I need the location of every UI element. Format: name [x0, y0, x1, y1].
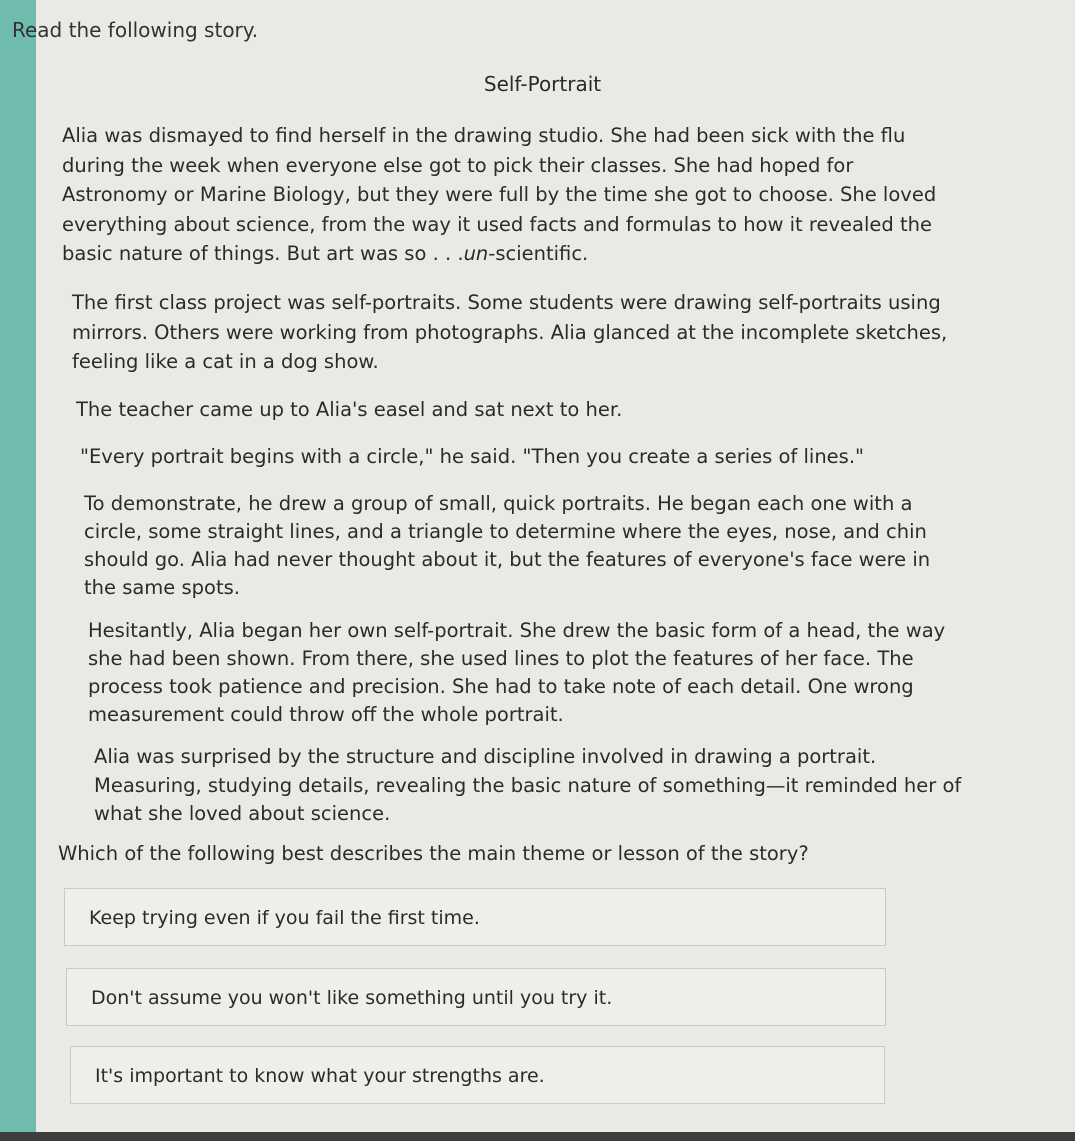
answer-option-2[interactable]	[66, 968, 886, 1026]
paragraph-line: circle, some straight lines, and a triangle to determine where the eyes, nose, and chin	[84, 520, 927, 543]
story-paragraph-4	[80, 442, 864, 471]
paragraph-line: The teacher came up to Alia's easel and sat next to her.	[76, 398, 623, 421]
story-paragraph-5	[84, 490, 930, 602]
bottom-bezel	[0, 1132, 1075, 1141]
story-paragraph-7	[94, 743, 961, 829]
paragraph-line: what she loved about science.	[94, 802, 391, 825]
paragraph-line: process took patience and precision. She had to take note of each detail. One wrong	[88, 675, 914, 698]
story-paragraph-2	[72, 288, 947, 377]
paragraph-line: Alia was dismayed to find herself in the drawing studio. She had been sick with the flu	[62, 124, 906, 147]
answer-option-label: Don't assume you won't like something until you try it.	[91, 987, 613, 1009]
paragraph-line: "Every portrait begins with a circle," he said. "Then you create a series of lines."	[80, 445, 864, 468]
emphasis-text: un	[463, 242, 489, 265]
answer-option-3[interactable]	[70, 1046, 885, 1104]
story-paragraph-1	[62, 121, 936, 269]
paragraph-line: feeling like a cat in a dog show.	[72, 350, 379, 373]
paragraph-line: Alia was surprised by the structure and discipline involved in drawing a portrait.	[94, 745, 877, 768]
story-title: Self-Portrait	[483, 72, 602, 96]
story-paragraph-6	[88, 617, 945, 729]
paragraph-line: the same spots.	[84, 576, 240, 599]
paragraph-line: she had been shown. From there, she used lines to plot the features of her face. The	[88, 647, 914, 670]
line-text: -scientific.	[488, 242, 589, 265]
paragraph-line: during the week when everyone else got to pick their classes. She had hoped for	[62, 153, 854, 177]
paragraph-line: Hesitantly, Alia began her own self-portrait. She drew the basic form of a head, the way	[88, 619, 946, 642]
answer-option-label: It's important to know what your strengths are.	[95, 1065, 545, 1087]
paragraph-line	[62, 239, 936, 269]
paragraph-line: To demonstrate, he drew a group of small, quick portraits. He began each one with a	[84, 492, 913, 515]
paragraph-line: measurement could throw off the whole portrait.	[88, 703, 564, 726]
answer-option-1[interactable]	[64, 888, 886, 946]
paragraph-line: Astronomy or Marine Biology, but they were full by the time she got to choose. She loved	[62, 183, 937, 206]
instruction-text: Read the following story.	[12, 18, 259, 42]
line-text: basic nature of things. But art was so . . .	[62, 242, 464, 265]
paragraph-line: Measuring, studying details, revealing the basic nature of something—it reminded her of	[94, 773, 962, 797]
story-paragraph-3	[76, 395, 622, 424]
question-prompt: Which of the following best describes the main theme or lesson of the story?	[58, 842, 809, 865]
answer-option-label: Keep trying even if you fail the first time.	[89, 907, 480, 929]
paragraph-line: should go. Alia had never thought about it, but the features of everyone's face were in	[84, 548, 931, 571]
paragraph-line: mirrors. Others were working from photographs. Alia glanced at the incomplete sketches,	[72, 320, 948, 344]
paragraph-line: The first class project was self-portraits. Some students were drawing self-portraits using	[72, 291, 941, 314]
paragraph-line: everything about science, from the way it used facts and formulas to how it revealed the	[62, 212, 932, 236]
